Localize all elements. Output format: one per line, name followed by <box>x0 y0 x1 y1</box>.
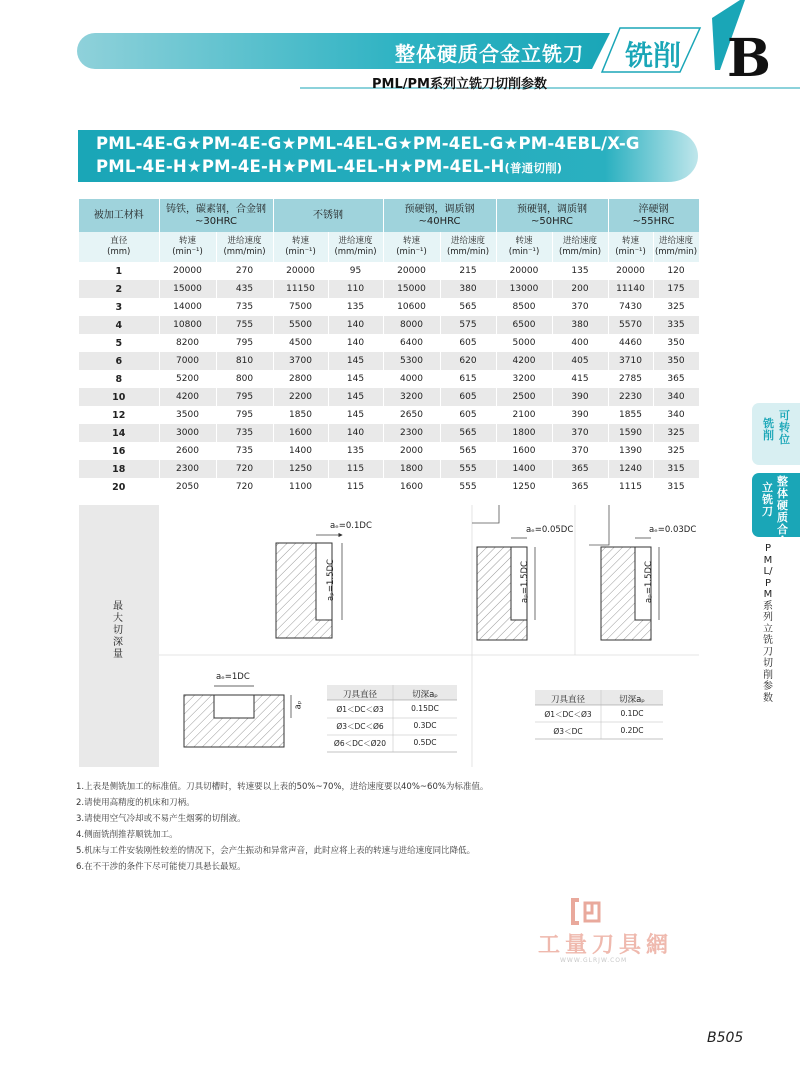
table-row <box>79 424 699 442</box>
header-subtitle: PML/PM系列立铣刀切削参数 <box>372 77 547 92</box>
feed-cell: 270 <box>216 262 273 280</box>
speed-cell: 1100 <box>273 478 328 496</box>
ap-label-2: aₚ=1.5DC <box>519 561 530 603</box>
note-item: 5.机床与工件安装刚性较差的情况下，会产生振动和异常声音，此时应将上表的转速与进给速度同比降低。 <box>76 846 476 856</box>
speed-cell: 20000 <box>273 262 328 280</box>
speed-cell: 3710 <box>608 352 653 370</box>
notes-list <box>76 779 716 875</box>
feed-cell: 390 <box>552 406 608 424</box>
depth-table-2-header: 切深aₚ <box>619 695 645 705</box>
material-header: 淬硬钢 ~55HRC <box>608 199 699 232</box>
speed-cell: 5000 <box>496 334 552 352</box>
speed-cell: 3200 <box>383 388 440 406</box>
table-row <box>79 298 699 316</box>
feed-cell: 315 <box>653 460 699 478</box>
feed-cell: 370 <box>552 442 608 460</box>
feed-cell: 135 <box>328 442 383 460</box>
feed-cell: 215 <box>440 262 496 280</box>
cutting-mode-note: (普通切削) <box>504 161 563 175</box>
feed-cell: 575 <box>440 316 496 334</box>
speed-cell: 14000 <box>159 298 216 316</box>
table-row <box>79 352 699 370</box>
feed-cell: 365 <box>653 370 699 388</box>
speed-cell: 6400 <box>383 334 440 352</box>
feed-cell: 415 <box>552 370 608 388</box>
speed-cell: 2000 <box>383 442 440 460</box>
speed-header: 转速 (min⁻¹) <box>383 232 440 262</box>
speed-header: 转速 (min⁻¹) <box>159 232 216 262</box>
feed-header: 进给速度 (mm/min) <box>216 232 273 262</box>
feed-cell: 720 <box>216 478 273 496</box>
depth-table-2-cell: Ø3＜DC <box>553 727 583 736</box>
material-header: 铸铁，碳素钢，合金钢 ~30HRC <box>159 199 273 232</box>
speed-cell: 3700 <box>273 352 328 370</box>
product-codes-line1: PML-4E-G★PM-4E-G★PML-4EL-G★PM-4EL-G★PM-4EBL/X-G <box>96 134 640 153</box>
note-item: 2.请使用高精度的机床和刀柄。 <box>76 798 195 808</box>
feed-cell: 735 <box>216 442 273 460</box>
speed-cell: 15000 <box>383 280 440 298</box>
feed-cell: 135 <box>552 262 608 280</box>
feed-cell: 95 <box>328 262 383 280</box>
speed-cell: 2100 <box>496 406 552 424</box>
slot-ae-label: aₑ=1DC <box>216 672 250 682</box>
watermark-text: 工量刀具網 <box>538 933 674 958</box>
feed-cell: 755 <box>216 316 273 334</box>
ae-label-2: aₑ=0.05DC <box>526 525 574 535</box>
speed-cell: 8500 <box>496 298 552 316</box>
speed-cell: 1590 <box>608 424 653 442</box>
feed-cell: 350 <box>653 352 699 370</box>
speed-cell: 2200 <box>273 388 328 406</box>
feed-cell: 175 <box>653 280 699 298</box>
note-item: 4.侧面铣削推荐顺铣加工。 <box>76 830 178 840</box>
diameter-cell: 1 <box>79 262 159 280</box>
speed-cell: 7500 <box>273 298 328 316</box>
side-tab-2-text-b: 立铣刀 <box>762 481 773 518</box>
note-item: 1.上表是侧铣加工的标准值。刀具切槽时，转速要以上表的50%~70%，进给速度要以40%~60%为标准值。 <box>76 782 489 792</box>
note-item: 6.在不干涉的条件下尽可能使刀具悬长最短。 <box>76 862 246 872</box>
speed-header: 转速 (min⁻¹) <box>496 232 552 262</box>
speed-cell: 13000 <box>496 280 552 298</box>
speed-cell: 1400 <box>496 460 552 478</box>
table-row <box>79 370 699 388</box>
feed-cell: 565 <box>440 424 496 442</box>
feed-cell: 365 <box>552 460 608 478</box>
watermark-url: WWW.GLRJW.COM <box>560 957 628 964</box>
speed-cell: 7000 <box>159 352 216 370</box>
feed-cell: 340 <box>653 388 699 406</box>
feed-cell: 565 <box>440 442 496 460</box>
diameter-cell: 3 <box>79 298 159 316</box>
diameter-cell: 14 <box>79 424 159 442</box>
speed-cell: 4500 <box>273 334 328 352</box>
feed-cell: 115 <box>328 478 383 496</box>
unit-header-row <box>79 232 699 262</box>
speed-cell: 4200 <box>496 352 552 370</box>
feed-cell: 120 <box>653 262 699 280</box>
depth-table-2-cell: 0.2DC <box>620 726 644 735</box>
speed-cell: 4200 <box>159 388 216 406</box>
speed-cell: 20000 <box>608 262 653 280</box>
ae-label-1: aₑ=0.1DC <box>330 521 372 531</box>
feed-cell: 145 <box>328 388 383 406</box>
feed-cell: 135 <box>328 298 383 316</box>
speed-cell: 20000 <box>496 262 552 280</box>
speed-cell: 1250 <box>273 460 328 478</box>
depth-table-2-cell: Ø1＜DC＜Ø3 <box>544 710 592 719</box>
slot-milling-diagram <box>184 686 291 747</box>
speed-cell: 5200 <box>159 370 216 388</box>
feed-cell: 140 <box>328 316 383 334</box>
table-body <box>79 262 699 496</box>
material-header: 预硬钢，调质钢 ~50HRC <box>496 199 608 232</box>
feed-cell: 390 <box>552 388 608 406</box>
speed-cell: 5300 <box>383 352 440 370</box>
feed-cell: 405 <box>552 352 608 370</box>
feed-cell: 565 <box>440 298 496 316</box>
speed-cell: 2600 <box>159 442 216 460</box>
speed-cell: 4000 <box>383 370 440 388</box>
max-depth-label: 最大切深量 <box>113 601 123 660</box>
feed-cell: 350 <box>653 334 699 352</box>
feed-cell: 335 <box>653 316 699 334</box>
side-vertical-title: PML/PM系列立铣刀切削参数 <box>763 543 773 704</box>
feed-cell: 325 <box>653 298 699 316</box>
speed-cell: 5570 <box>608 316 653 334</box>
depth-table-1-cell: 0.5DC <box>413 738 437 747</box>
speed-cell: 1390 <box>608 442 653 460</box>
feed-cell: 370 <box>552 298 608 316</box>
speed-cell: 1800 <box>383 460 440 478</box>
product-codes-line2: PML-4E-H★PM-4E-H★PML-4EL-H★PM-4EL-H(普通切削) <box>96 157 563 176</box>
feed-cell: 735 <box>216 298 273 316</box>
feed-cell: 315 <box>653 478 699 496</box>
feed-cell: 140 <box>328 334 383 352</box>
table-row <box>79 334 699 352</box>
feed-cell: 735 <box>216 424 273 442</box>
feed-cell: 200 <box>552 280 608 298</box>
feed-cell: 605 <box>440 406 496 424</box>
depth-table-2-header: 刀具直径 <box>550 695 585 705</box>
speed-cell: 6500 <box>496 316 552 334</box>
feed-cell: 810 <box>216 352 273 370</box>
speed-cell: 1600 <box>383 478 440 496</box>
table-row <box>79 262 699 280</box>
feed-cell: 555 <box>440 460 496 478</box>
diameter-cell: 8 <box>79 370 159 388</box>
feed-cell: 370 <box>552 424 608 442</box>
ap-label-1: aₚ=1.5DC <box>325 559 336 601</box>
side-tab-indexable-milling[interactable] <box>752 403 800 465</box>
feed-header: 进给速度 (mm/min) <box>328 232 383 262</box>
feed-cell: 380 <box>440 280 496 298</box>
speed-cell: 2800 <box>273 370 328 388</box>
feed-cell: 380 <box>552 316 608 334</box>
side-tab-2-text-a: 整体硬质合金 <box>777 475 788 548</box>
speed-cell: 2230 <box>608 388 653 406</box>
feed-cell: 795 <box>216 406 273 424</box>
speed-header: 转速 (min⁻¹) <box>273 232 328 262</box>
table-row <box>79 460 699 478</box>
speed-cell: 2785 <box>608 370 653 388</box>
feed-cell: 795 <box>216 334 273 352</box>
speed-cell: 10800 <box>159 316 216 334</box>
feed-cell: 720 <box>216 460 273 478</box>
feed-cell: 115 <box>328 460 383 478</box>
speed-cell: 1115 <box>608 478 653 496</box>
feed-cell: 435 <box>216 280 273 298</box>
material-corner-label: 被加工材料 <box>79 199 159 232</box>
table-row <box>79 316 699 334</box>
depth-table-1-header: 切深aₚ <box>412 690 438 700</box>
diameter-header: 直径 (mm) <box>79 232 159 262</box>
side-tab-1-text-b: 铣削 <box>763 417 774 442</box>
max-depth-section <box>79 505 699 767</box>
feed-cell: 795 <box>216 388 273 406</box>
speed-cell: 8000 <box>383 316 440 334</box>
feed-cell: 110 <box>328 280 383 298</box>
note-item: 3.请使用空气冷却或不易产生烟雾的切削液。 <box>76 814 246 824</box>
page-number: B505 <box>707 1030 744 1046</box>
speed-cell: 11150 <box>273 280 328 298</box>
side-tab-1-text-a: 可转位 <box>779 409 790 446</box>
feed-cell: 605 <box>440 388 496 406</box>
speed-cell: 1600 <box>273 424 328 442</box>
feed-cell: 340 <box>653 406 699 424</box>
table-row <box>79 478 699 496</box>
speed-cell: 2500 <box>496 388 552 406</box>
header-title: 整体硬质合金立铣刀 <box>395 42 584 66</box>
depth-table-2-cell: 0.1DC <box>620 709 644 718</box>
material-header: 不锈钢 <box>273 199 383 232</box>
feed-cell: 400 <box>552 334 608 352</box>
table-row <box>79 442 699 460</box>
feed-cell: 145 <box>328 370 383 388</box>
feed-header: 进给速度 (mm/min) <box>653 232 699 262</box>
diameter-cell: 16 <box>79 442 159 460</box>
feed-cell: 325 <box>653 424 699 442</box>
speed-cell: 3500 <box>159 406 216 424</box>
ae-label-3: aₑ=0.03DC <box>649 525 697 535</box>
feed-cell: 620 <box>440 352 496 370</box>
speed-cell: 2300 <box>159 460 216 478</box>
diameter-cell: 2 <box>79 280 159 298</box>
diameter-cell: 10 <box>79 388 159 406</box>
speed-cell: 2050 <box>159 478 216 496</box>
depth-table-1-cell: Ø1＜DC＜Ø3 <box>336 705 384 714</box>
material-header: 预硬钢，调质钢 ~40HRC <box>383 199 496 232</box>
depth-table-1-header: 刀具直径 <box>342 690 377 700</box>
diameter-cell: 20 <box>79 478 159 496</box>
feed-cell: 145 <box>328 352 383 370</box>
speed-cell: 4460 <box>608 334 653 352</box>
speed-cell: 1600 <box>496 442 552 460</box>
depth-table-1-cell: Ø6＜DC＜Ø20 <box>333 739 387 748</box>
speed-cell: 2300 <box>383 424 440 442</box>
speed-cell: 20000 <box>159 262 216 280</box>
speed-cell: 3200 <box>496 370 552 388</box>
speed-cell: 7430 <box>608 298 653 316</box>
feed-cell: 800 <box>216 370 273 388</box>
table-row <box>79 406 699 424</box>
speed-cell: 3000 <box>159 424 216 442</box>
chapter-letter: B <box>727 28 771 89</box>
speed-cell: 11140 <box>608 280 653 298</box>
feed-header: 进给速度 (mm/min) <box>440 232 496 262</box>
speed-cell: 1400 <box>273 442 328 460</box>
ap-label-3: aₚ=1.5DC <box>643 561 654 603</box>
feed-cell: 140 <box>328 424 383 442</box>
depth-table-1-cell: 0.3DC <box>413 721 437 730</box>
speed-cell: 5500 <box>273 316 328 334</box>
diameter-cell: 6 <box>79 352 159 370</box>
cutting-parameter-table <box>79 199 700 496</box>
speed-header: 转速 (min⁻¹) <box>608 232 653 262</box>
diameter-cell: 18 <box>79 460 159 478</box>
diameter-cell: 4 <box>79 316 159 334</box>
speed-cell: 8200 <box>159 334 216 352</box>
diameter-cell: 5 <box>79 334 159 352</box>
speed-cell: 1850 <box>273 406 328 424</box>
depth-table-1-cell: 0.15DC <box>411 704 439 713</box>
speed-cell: 1855 <box>608 406 653 424</box>
speed-cell: 15000 <box>159 280 216 298</box>
speed-cell: 1250 <box>496 478 552 496</box>
section-label: 铣削 <box>625 39 682 72</box>
feed-cell: 365 <box>552 478 608 496</box>
table-row <box>79 280 699 298</box>
speed-cell: 20000 <box>383 262 440 280</box>
feed-cell: 615 <box>440 370 496 388</box>
feed-cell: 605 <box>440 334 496 352</box>
feed-cell: 145 <box>328 406 383 424</box>
material-header-row <box>79 199 699 232</box>
speed-cell: 1800 <box>496 424 552 442</box>
speed-cell: 10600 <box>383 298 440 316</box>
table-row <box>79 388 699 406</box>
feed-header: 进给速度 (mm/min) <box>552 232 608 262</box>
feed-cell: 325 <box>653 442 699 460</box>
feed-cell: 555 <box>440 478 496 496</box>
slot-ap-label: aₚ <box>293 700 304 710</box>
speed-cell: 2650 <box>383 406 440 424</box>
depth-table-1-cell: Ø3＜DC＜Ø6 <box>336 722 384 731</box>
speed-cell: 1240 <box>608 460 653 478</box>
diameter-cell: 12 <box>79 406 159 424</box>
